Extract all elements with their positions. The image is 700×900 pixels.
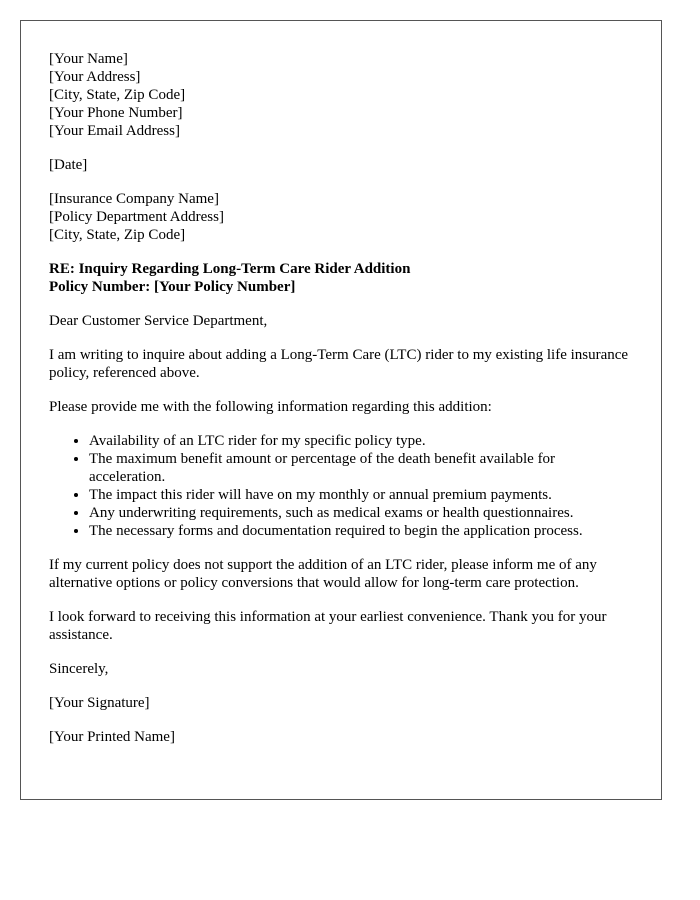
- date-line: [Date]: [49, 157, 88, 173]
- list-item: • Any underwriting requirements, such as medical exams or health questionnaires.: [89, 504, 633, 522]
- recipient-city-state-zip: [City, State, Zip Code]: [49, 227, 186, 243]
- sender-address: [Your Address]: [49, 69, 141, 85]
- recipient-department-address: [Policy Department Address]: [49, 209, 224, 225]
- alternative-paragraph: If my current policy does not support the addition of an LTC rider, please inform me of any alternative options or policy conversions that would allow for long-term care protection.: [49, 557, 597, 591]
- sender-name: [Your Name]: [49, 51, 128, 67]
- list-item: • Availability of an LTC rider for my specific policy type.: [89, 432, 633, 450]
- subject-re-line: RE: Inquiry Regarding Long-Term Care Rider Addition: [49, 261, 411, 277]
- sender-city-state-zip: [City, State, Zip Code]: [49, 87, 186, 103]
- intro-paragraph: I am writing to inquire about adding a Long-Term Care (LTC) rider to my existing life insurance policy, referenced above.: [49, 347, 629, 381]
- recipient-block: [49, 190, 633, 244]
- closing-paragraph: I look forward to receiving this information at your earliest convenience. Thank you for your assistance.: [49, 609, 607, 643]
- list-item: • The impact this rider will have on my monthly or annual premium payments.: [89, 486, 633, 504]
- signature-line: [Your Signature]: [49, 695, 150, 711]
- salutation: Dear Customer Service Department,: [49, 313, 268, 329]
- sender-email: [Your Email Address]: [49, 123, 180, 139]
- subject-policy-line: Policy Number: [Your Policy Number]: [49, 279, 296, 295]
- sender-phone: [Your Phone Number]: [49, 105, 183, 121]
- request-paragraph: Please provide me with the following information regarding this addition:: [49, 399, 492, 415]
- request-list: [49, 432, 633, 540]
- subject-block: [49, 260, 633, 296]
- recipient-company: [Insurance Company Name]: [49, 191, 219, 207]
- letter-page: [20, 20, 662, 800]
- printed-name-line: [Your Printed Name]: [49, 729, 175, 745]
- list-item: • The maximum benefit amount or percentage of the death benefit available for acceleration.: [89, 450, 633, 486]
- list-item: • The necessary forms and documentation required to begin the application process.: [89, 522, 633, 540]
- closing-line: Sincerely,: [49, 661, 109, 677]
- sender-block: [49, 50, 633, 140]
